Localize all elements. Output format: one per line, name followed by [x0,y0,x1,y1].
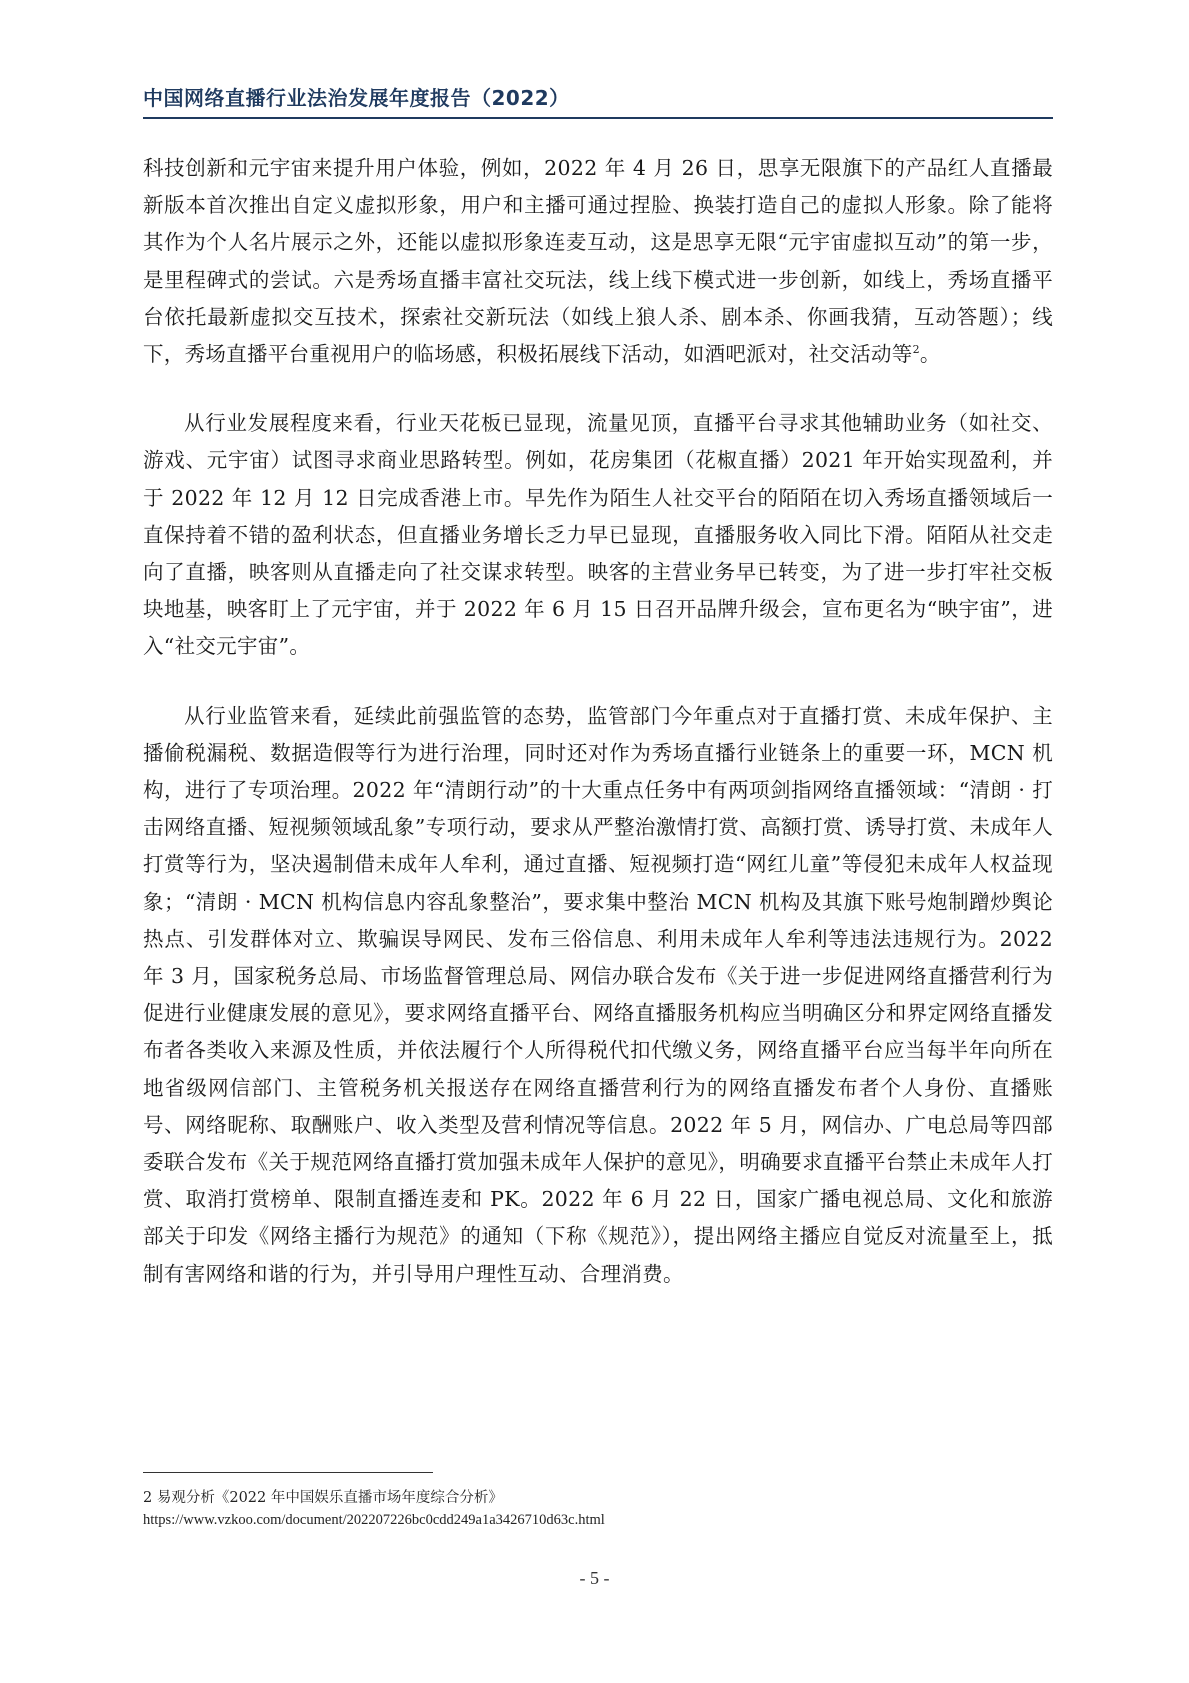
header-divider [143,117,1053,119]
paragraph-1-end: 。 [919,342,941,367]
body-text [143,150,1053,1325]
page-number: - 5 - [579,1568,610,1588]
footnote-number: 2 [143,1490,153,1506]
footnote-reference[interactable]: 2 [912,343,920,357]
running-header: 中国网络直播行业法治发展年度报告（2022） [143,86,570,110]
footnote-line [143,1487,1053,1509]
footnote-url[interactable]: https://www.vzkoo.com/document/202207226bc0cdd249a1a3426710d63c.html [143,1512,605,1528]
paragraph-3: 从行业监管来看，延续此前强监管的态势，监管部门今年重点对于直播打赏、未成年保护、主播偷税漏税、数据造假等行为进行治理，同时还对作为秀场直播行业链条上的重要一环，MCN 机构，进行了专项治理。2022 年“清朗行动”的十大重点任务中有两项剑指网络直播领域：“清朗 · 打击网络直播、短视频领域乱象”专项行动，要求从严整治激情打赏、高额打赏、诱导打赏、未成年人打赏等行为，坚决遏制借未成年人牟利，通过直播、短视频打造“网红儿童”等侵犯未成年人权益现象；“清朗 · MCN 机构信息内容乱象整治”，要求集中整治 MCN 机构及其旗下账号炮制蹭炒舆论热点、引发群体对立、欺骗误导网民、发布三俗信息、利用未成年人牟利等违法违规行为。2022 年 3 月，国家税务总局、市场监督管理总局、网信办联合发布《关于进一步促进网络直播营利行为促进行业健康发展的意见》，要求网络直播平台、网络直播服务机构应当明确区分和界定网络直播发布者各类收入来源及性质，并依法履行个人所得税代扣代缴义务，网络直播平台应当每半年向所在地省级网信部门、主管税务机关报送存在网络直播营利行为的网络直播发布者个人身份、直播账号、网络昵称、取酬账户、收入类型及营利情况等信息。2022 年 5 月，网信办、广电总局等四部委联合发布《关于规范网络直播打赏加强未成年人保护的意见》，明确要求直播平台禁止未成年人打赏、取消打赏榜单、限制直播连麦和 PK。2022 年 6 月 22 日，国家广播电视总局、文化和旅游部关于印发《网络主播行为规范》的通知（下称《规范》），提出网络主播应自觉反对流量至上，抵制有害网络和谐的行为，并引导用户理性互动、合理消费。 [143,703,1053,1286]
paragraph-1 [143,150,1053,373]
footnote [143,1487,1053,1531]
footnote-divider [143,1472,433,1473]
footnote-text: 易观分析《2022 年中国娱乐直播市场年度综合分析》 [156,1490,503,1506]
paragraph-1-text: 科技创新和元宇宙来提升用户体验，例如，2022 年 4 月 26 日，思享无限旗下的产品红人直播最新版本首次推出自定义虚拟形象，用户和主播可通过捏脸、换装打造自己的虚拟人形象。除了能将其作为个人名片展示之外，还能以虚拟形象连麦互动，这是思享无限“元宇宙虚拟互动”的第一步，是里程碑式的尝试。六是秀场直播丰富社交玩法，线上线下模式进一步创新，如线上，秀场直播平台依托最新虚拟交互技术，探索社交新玩法（如线上狼人杀、剧本杀、你画我猜，互动答题）；线下，秀场直播平台重视用户的临场感，积极拓展线下活动，如酒吧派对，社交活动等 [143,156,1053,367]
paragraph-2: 从行业发展程度来看，行业天花板已显现，流量见顶，直播平台寻求其他辅助业务（如社交、游戏、元宇宙）试图寻求商业思路转型。例如，花房集团（花椒直播）2021 年开始实现盈利，并于 2022 年 12 月 12 日完成香港上市。早先作为陌生人社交平台的陌陌在切入秀场直播领域后一直保持着不错的盈利状态，但直播业务增长乏力早已显现，直播服务收入同比下滑。陌陌从社交走向了直播，映客则从直播走向了社交谋求转型。映客的主营业务早已转变，为了进一步打牢社交板块地基，映客盯上了元宇宙，并于 2022 年 6 月 15 日召开品牌升级会，宣布更名为“映宇宙”，进入“社交元宇宙”。 [143,411,1053,659]
